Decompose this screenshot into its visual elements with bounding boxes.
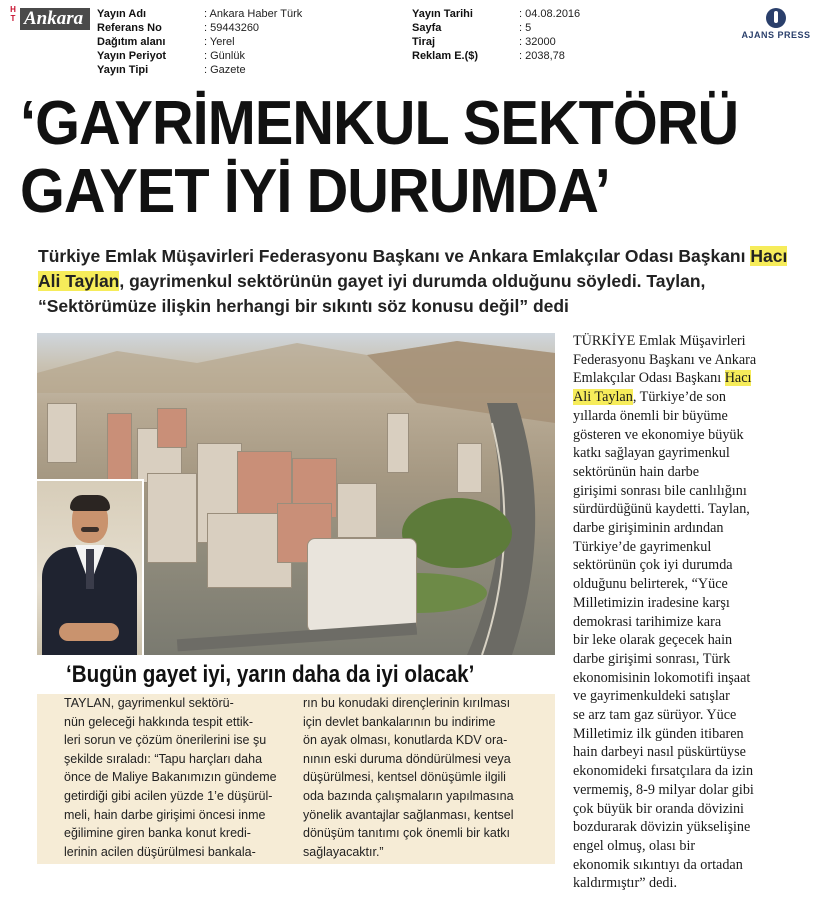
city-aerial-photo [37, 333, 555, 655]
headline [20, 90, 764, 226]
agency-name: AJANS PRESS [741, 30, 811, 40]
meta-info-left [97, 7, 302, 77]
building [337, 483, 377, 538]
meta-row [97, 49, 302, 63]
meta-row [412, 21, 580, 35]
body-column-2: rın bu konudaki dirençlerinin kırılması için devlet bankalarının bu indirime ön ayak olması, konutlarda KDV ora- nının eski duruma döndürülmesi veya düşürülmesi, kentsel dönüşümle ilgili oda bazında çalışmaların yapılmasına yönelik avantajlar sağlanması, kentsel dönüşüm tanıtımı çok önemli bir katkı sağlayacaktır.” [303, 696, 514, 859]
meta-value: : Yerel [204, 36, 235, 48]
highlighted-name: Hacı [724, 370, 752, 387]
building [47, 403, 77, 463]
meta-row [97, 7, 302, 21]
meta-key: Yayın Adı [97, 8, 147, 20]
portrait-photo [37, 479, 144, 655]
right-text: TÜRKİYE Emlak Müşavirleri Federasyonu Başkanı ve Ankara Emlakçılar Odası Başkanı [573, 333, 757, 387]
building [107, 413, 132, 483]
meta-value: : Ankara Haber Türk [204, 8, 303, 20]
meta-key: Tiraj [412, 36, 436, 48]
lead-paragraph [38, 244, 798, 319]
ht-letter: H [10, 5, 16, 14]
lead-text: Türkiye Emlak Müşavirleri Federasyonu Başkanı ve Ankara Emlakçılar Odası Başkanı [38, 246, 751, 266]
ht-letter: T [10, 13, 16, 23]
meta-info-right [412, 7, 580, 63]
meta-key: Reklam E.($) [412, 50, 479, 62]
headline-line: ‘GAYRİMENKUL SEKTÖRÜ [20, 89, 739, 158]
meta-key: Yayın Tipi [97, 64, 149, 76]
meta-key: Yayın Periyot [97, 50, 167, 62]
meta-value: : 5 [519, 22, 532, 34]
body-column-1: TAYLAN, gayrimenkul sektörü- nün geleceği hakkında tespit ettik- leri sorun ve çözüm önerilerini ise şu şekilde sıraladı: “Tapu harçları daha önce de Maliye Bakanımızın gündeme getirdiği gibi acilen yüzde 1’e düşürül- meli, hain darbe girişimi öncesi inme eğilimine giren banka konut kredi- lerinin acilen düşürülmesi bankala- [64, 696, 277, 859]
building [147, 473, 197, 563]
meta-row [97, 21, 302, 35]
ht-mark [8, 6, 18, 32]
meta-row [412, 7, 580, 21]
meta-key: Yayın Tarihi [412, 8, 473, 20]
agency-logo [730, 8, 822, 40]
meta-row [412, 35, 580, 49]
meta-value: : 04.08.2016 [519, 8, 581, 20]
headline-line: GAYET İYİ DURUMDA’ [20, 157, 610, 226]
building [457, 443, 482, 493]
highlighted-name: Ali Taylan [573, 389, 633, 406]
meta-value: : 59443260 [204, 22, 260, 34]
meta-row [97, 63, 302, 77]
logo-city: Ankara [20, 8, 90, 30]
meta-value: : Gazete [204, 64, 246, 76]
meta-value: : 2038,78 [519, 50, 565, 62]
meta-key: Referans No [97, 22, 162, 34]
meta-row [412, 49, 580, 63]
agency-globe-icon [766, 8, 786, 28]
right-text: , Türkiye’de son yıllarda önemli bir büyüme gösteren ve ekonomiye büyük katkı sağlayan gayrimenkul sektörünün hain darbe girişimi sonrası bile canlılığını sürdürdüğünü kaydetti. Taylan, darbe girişiminin ardından Türkiye’de gayrimenkul sektörünün çok iyi durumda olduğunu belirterek, “Yüce Milletimizin iradesine karşı demokrasi tarihimize kara bir leke olarak geçecek hain darbe girişimi sonrası, Türk ekonomisinin lokomotifi inşaat ve gayrimenkuldeki satışlar se arz tam gaz sürüyor. Yüce Milletimiz ilk günden itibaren hain darbeyi nasıl püskürtüyse ekonomideki fırsatçılara da izin vermemiş, 8-9 milyar dolar gibi çok büyük bir oranda dövizini bozdurarak dövizin yükselişine engel olmuş, olası bir ekonomik sıkıntıyı da ortadan kaldırmıştır” dedi. [573, 389, 754, 892]
lead-text: , gayrimenkul sektörünün gayet iyi durumda olduğunu söyledi. Taylan, “Sektörümüze ilişkin herhangi bir sıkıntı söz konusu değil” dedi [38, 271, 706, 316]
building [157, 408, 187, 448]
building [387, 413, 409, 473]
meta-row [97, 35, 302, 49]
meta-key: Sayfa [412, 22, 442, 34]
meta-value: : Günlük [204, 50, 245, 62]
right-column-text [573, 332, 825, 893]
meta-value: : 32000 [519, 36, 556, 48]
newspaper-logo [8, 6, 90, 32]
subheadline: ‘Bugün gayet iyi, yarın daha da iyi olacak’ [66, 661, 475, 688]
meta-key: Dağıtım alanı [97, 36, 166, 48]
building [307, 538, 417, 633]
highlighted-name: Hacı Ali Taylan [38, 246, 788, 291]
